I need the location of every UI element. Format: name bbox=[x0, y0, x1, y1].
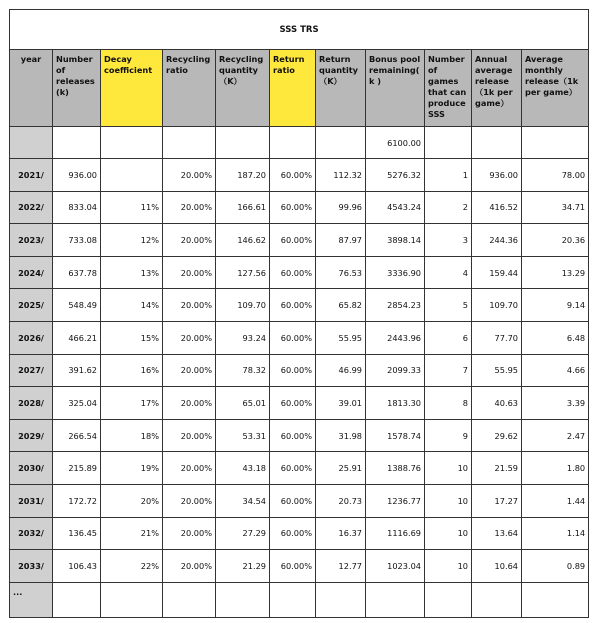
table-cell: 106.43 bbox=[53, 550, 101, 583]
table-cell: 93.24 bbox=[216, 321, 270, 354]
table-cell: 2.47 bbox=[522, 419, 589, 452]
table-cell: 1023.04 bbox=[366, 550, 425, 583]
table-cell: 2443.96 bbox=[366, 321, 425, 354]
table-cell bbox=[472, 127, 522, 159]
table-row bbox=[10, 419, 589, 452]
table-cell bbox=[163, 582, 216, 617]
table-cell: 60.00% bbox=[270, 159, 316, 192]
table-cell bbox=[425, 127, 472, 159]
table-cell: 637.78 bbox=[53, 256, 101, 289]
table-cell: 13.64 bbox=[472, 517, 522, 550]
table-cell bbox=[316, 582, 366, 617]
table-cell: 20.00% bbox=[163, 191, 216, 224]
table-cell bbox=[270, 582, 316, 617]
year-cell: 2025/ bbox=[10, 289, 53, 322]
table-cell: 20.00% bbox=[163, 159, 216, 192]
column-header: Decay coefficient bbox=[101, 50, 163, 127]
year-cell: 2031/ bbox=[10, 484, 53, 517]
table-cell: 166.61 bbox=[216, 191, 270, 224]
table-cell: 2854.23 bbox=[366, 289, 425, 322]
table-cell: 76.53 bbox=[316, 256, 366, 289]
table-cell: 13% bbox=[101, 256, 163, 289]
table-cell: 20.00% bbox=[163, 321, 216, 354]
table-cell: 60.00% bbox=[270, 354, 316, 387]
table-cell: 77.70 bbox=[472, 321, 522, 354]
table-cell bbox=[101, 159, 163, 192]
table-cell: 10 bbox=[425, 484, 472, 517]
table-cell: 466.21 bbox=[53, 321, 101, 354]
table-cell: 60.00% bbox=[270, 256, 316, 289]
table-cell: 22% bbox=[101, 550, 163, 583]
table-cell: 18% bbox=[101, 419, 163, 452]
table-cell: 20.00% bbox=[163, 354, 216, 387]
table-cell: 1 bbox=[425, 159, 472, 192]
table-cell bbox=[163, 127, 216, 159]
table-cell: 17.27 bbox=[472, 484, 522, 517]
table-cell: 146.62 bbox=[216, 224, 270, 257]
table-cell bbox=[53, 582, 101, 617]
table-cell: 215.89 bbox=[53, 452, 101, 485]
table-cell bbox=[270, 127, 316, 159]
table-cell: 10 bbox=[425, 550, 472, 583]
table-cell: 159.44 bbox=[472, 256, 522, 289]
table-cell: 4543.24 bbox=[366, 191, 425, 224]
table-cell: 20.00% bbox=[163, 289, 216, 322]
year-cell bbox=[10, 127, 53, 159]
table-cell: 1813.30 bbox=[366, 387, 425, 420]
table-cell: 12.77 bbox=[316, 550, 366, 583]
table-cell bbox=[425, 582, 472, 617]
table-cell: 21.59 bbox=[472, 452, 522, 485]
table-cell: 8 bbox=[425, 387, 472, 420]
table-cell bbox=[472, 582, 522, 617]
table-cell: 1116.69 bbox=[366, 517, 425, 550]
table-row bbox=[10, 321, 589, 354]
table-row bbox=[10, 517, 589, 550]
table-cell: 3336.90 bbox=[366, 256, 425, 289]
table-cell: 2 bbox=[425, 191, 472, 224]
table-cell: 31.98 bbox=[316, 419, 366, 452]
table-cell: 4 bbox=[425, 256, 472, 289]
table-cell: 43.18 bbox=[216, 452, 270, 485]
table-cell: 127.56 bbox=[216, 256, 270, 289]
table-cell: 20.36 bbox=[522, 224, 589, 257]
table-cell bbox=[216, 127, 270, 159]
table-cell bbox=[316, 127, 366, 159]
table-title: SSS TRS bbox=[10, 10, 589, 50]
table-cell: 936.00 bbox=[53, 159, 101, 192]
table-cell: 60.00% bbox=[270, 484, 316, 517]
table-cell: 60.00% bbox=[270, 452, 316, 485]
table-row bbox=[10, 256, 589, 289]
table-cell: 112.32 bbox=[316, 159, 366, 192]
year-cell: 2032/ bbox=[10, 517, 53, 550]
table-cell: 20.00% bbox=[163, 387, 216, 420]
year-cell: 2033/ bbox=[10, 550, 53, 583]
year-cell: 2027/ bbox=[10, 354, 53, 387]
table-cell: 87.97 bbox=[316, 224, 366, 257]
table-cell: 20.00% bbox=[163, 452, 216, 485]
table-cell bbox=[522, 127, 589, 159]
column-header: Recycling ratio bbox=[163, 50, 216, 127]
table-row bbox=[10, 484, 589, 517]
table-cell: 172.72 bbox=[53, 484, 101, 517]
table-cell: 60.00% bbox=[270, 387, 316, 420]
table-cell: 78.32 bbox=[216, 354, 270, 387]
table-cell: 65.82 bbox=[316, 289, 366, 322]
table-cell bbox=[522, 582, 589, 617]
table-cell: 65.01 bbox=[216, 387, 270, 420]
table-cell: 1.44 bbox=[522, 484, 589, 517]
table-cell: 1.14 bbox=[522, 517, 589, 550]
table-cell: 187.20 bbox=[216, 159, 270, 192]
year-cell: 2022/ bbox=[10, 191, 53, 224]
table-cell: 60.00% bbox=[270, 419, 316, 452]
title-row bbox=[10, 10, 589, 50]
table-cell: 20.00% bbox=[163, 224, 216, 257]
table-cell: 60.00% bbox=[270, 224, 316, 257]
table-cell: 21.29 bbox=[216, 550, 270, 583]
table-cell: 25.91 bbox=[316, 452, 366, 485]
table-cell: 6100.00 bbox=[366, 127, 425, 159]
table-cell: 3898.14 bbox=[366, 224, 425, 257]
table-cell: 5 bbox=[425, 289, 472, 322]
table-cell: 60.00% bbox=[270, 550, 316, 583]
table-cell: 10.64 bbox=[472, 550, 522, 583]
table-cell: 60.00% bbox=[270, 517, 316, 550]
table-cell: 1388.76 bbox=[366, 452, 425, 485]
table-cell: 53.31 bbox=[216, 419, 270, 452]
table-cell bbox=[366, 582, 425, 617]
table-cell: 20.00% bbox=[163, 550, 216, 583]
table-cell: 5276.32 bbox=[366, 159, 425, 192]
ellipsis-row bbox=[10, 582, 589, 617]
table-cell: 34.71 bbox=[522, 191, 589, 224]
table-cell: 12% bbox=[101, 224, 163, 257]
table-cell bbox=[101, 127, 163, 159]
table-cell: 1236.77 bbox=[366, 484, 425, 517]
sss-trs-table bbox=[9, 9, 589, 618]
table-cell: 9.14 bbox=[522, 289, 589, 322]
table-cell: 416.52 bbox=[472, 191, 522, 224]
column-header: year bbox=[10, 50, 53, 127]
year-cell: ... bbox=[10, 582, 53, 617]
table-cell: 15% bbox=[101, 321, 163, 354]
table-cell: 391.62 bbox=[53, 354, 101, 387]
table-cell: 266.54 bbox=[53, 419, 101, 452]
table-cell: 21% bbox=[101, 517, 163, 550]
table-cell: 19% bbox=[101, 452, 163, 485]
table-cell: 27.29 bbox=[216, 517, 270, 550]
table-cell: 20.73 bbox=[316, 484, 366, 517]
table-cell: 936.00 bbox=[472, 159, 522, 192]
table-cell: 39.01 bbox=[316, 387, 366, 420]
table-cell: 6 bbox=[425, 321, 472, 354]
table-cell: 3 bbox=[425, 224, 472, 257]
table-cell: 325.04 bbox=[53, 387, 101, 420]
table-cell: 109.70 bbox=[216, 289, 270, 322]
column-header: Return quantity （K） bbox=[316, 50, 366, 127]
table-cell: 244.36 bbox=[472, 224, 522, 257]
table-row bbox=[10, 191, 589, 224]
table-cell: 13.29 bbox=[522, 256, 589, 289]
table-cell: 20% bbox=[101, 484, 163, 517]
table-cell: 29.62 bbox=[472, 419, 522, 452]
table-cell: 34.54 bbox=[216, 484, 270, 517]
table-cell: 6.48 bbox=[522, 321, 589, 354]
table-cell: 10 bbox=[425, 452, 472, 485]
column-header: Number of releases (k) bbox=[53, 50, 101, 127]
table-cell bbox=[53, 127, 101, 159]
table-cell: 60.00% bbox=[270, 289, 316, 322]
table-cell: 16.37 bbox=[316, 517, 366, 550]
table-cell: 40.63 bbox=[472, 387, 522, 420]
column-header: Return ratio bbox=[270, 50, 316, 127]
table-cell: 833.04 bbox=[53, 191, 101, 224]
table-cell: 17% bbox=[101, 387, 163, 420]
year-cell: 2030/ bbox=[10, 452, 53, 485]
table-row bbox=[10, 159, 589, 192]
table-row bbox=[10, 550, 589, 583]
table-cell: 3.39 bbox=[522, 387, 589, 420]
table-cell: 20.00% bbox=[163, 419, 216, 452]
table-cell: 99.96 bbox=[316, 191, 366, 224]
table-cell: 7 bbox=[425, 354, 472, 387]
table-row bbox=[10, 354, 589, 387]
year-cell: 2026/ bbox=[10, 321, 53, 354]
table-cell: 55.95 bbox=[316, 321, 366, 354]
column-header: Number of games that can produce SSS bbox=[425, 50, 472, 127]
table-cell: 78.00 bbox=[522, 159, 589, 192]
year-cell: 2029/ bbox=[10, 419, 53, 452]
table-cell: 16% bbox=[101, 354, 163, 387]
column-header: Annual average release （1k per game） bbox=[472, 50, 522, 127]
table-cell: 733.08 bbox=[53, 224, 101, 257]
table-cell: 60.00% bbox=[270, 191, 316, 224]
table-cell: 1.80 bbox=[522, 452, 589, 485]
table-cell: 9 bbox=[425, 419, 472, 452]
table-cell: 11% bbox=[101, 191, 163, 224]
table-cell: 1578.74 bbox=[366, 419, 425, 452]
table-cell: 20.00% bbox=[163, 256, 216, 289]
column-header: Recycling quantity （K） bbox=[216, 50, 270, 127]
table-cell: 14% bbox=[101, 289, 163, 322]
table-cell bbox=[101, 582, 163, 617]
header-row bbox=[10, 50, 589, 127]
table-cell: 60.00% bbox=[270, 321, 316, 354]
table-cell: 109.70 bbox=[472, 289, 522, 322]
initial-row bbox=[10, 127, 589, 159]
table-cell: 136.45 bbox=[53, 517, 101, 550]
table-cell: 548.49 bbox=[53, 289, 101, 322]
table-row bbox=[10, 224, 589, 257]
table-row bbox=[10, 289, 589, 322]
year-cell: 2028/ bbox=[10, 387, 53, 420]
sss-trs-table-container bbox=[9, 9, 588, 618]
column-header: Average monthly release（1k per game） bbox=[522, 50, 589, 127]
table-cell: 2099.33 bbox=[366, 354, 425, 387]
table-cell: 55.95 bbox=[472, 354, 522, 387]
table-cell: 10 bbox=[425, 517, 472, 550]
column-header: Bonus pool remaining( k ) bbox=[366, 50, 425, 127]
table-cell: 4.66 bbox=[522, 354, 589, 387]
table-cell: 0.89 bbox=[522, 550, 589, 583]
year-cell: 2023/ bbox=[10, 224, 53, 257]
year-cell: 2024/ bbox=[10, 256, 53, 289]
table-cell: 20.00% bbox=[163, 484, 216, 517]
table-cell: 46.99 bbox=[316, 354, 366, 387]
table-row bbox=[10, 387, 589, 420]
table-row bbox=[10, 452, 589, 485]
table-cell: 20.00% bbox=[163, 517, 216, 550]
year-cell: 2021/ bbox=[10, 159, 53, 192]
table-cell bbox=[216, 582, 270, 617]
